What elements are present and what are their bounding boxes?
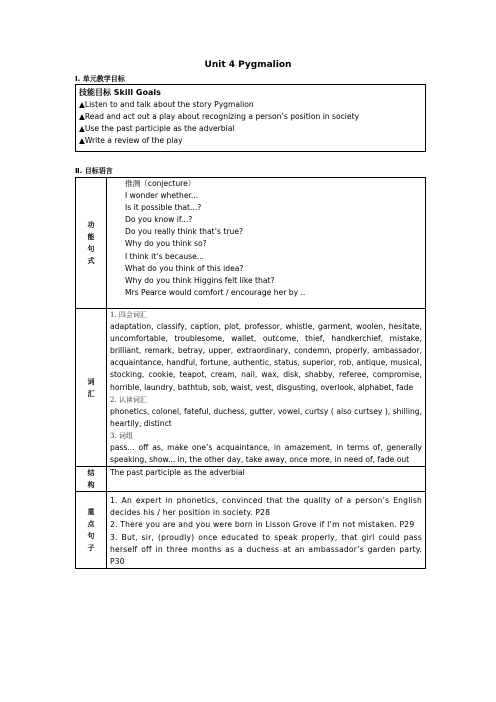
vocab-heading-1: 1. 四会词汇: [110, 311, 147, 319]
goal-item: ▲Read and act out a play about recognizing a person’s position in society: [79, 112, 360, 121]
functions-content: [107, 178, 426, 309]
function-line: Why do you think so?: [125, 239, 207, 249]
page-title: Unit 4 Pygmalion: [204, 60, 292, 70]
label-functions: 功 能 句 式: [76, 178, 107, 309]
row-structure: [76, 467, 426, 492]
function-line: 推测（conjecture）: [125, 179, 196, 188]
label-vocabulary: 词 汇: [76, 309, 107, 467]
goal-item: ▲Write a review of the play: [79, 136, 183, 145]
key-sentence: 1. An expert in phonetics, convinced that the quality of a person’s English decides his / her position in society. P28: [110, 496, 422, 518]
section-heading-goals: Ⅰ. 单元教学目标: [75, 75, 125, 83]
row-key-sentences: [76, 492, 426, 569]
section-heading-language: Ⅱ. 目标语言: [75, 167, 113, 175]
vocabulary-content: [107, 309, 426, 467]
vocab-list-1: adaptation, classify, caption, plot, professor, whistle, garment, woolen, hesitate, uncomfortable, troublesome, wallet, outcome, thief, handkerchief, mistake, brilliant, remark, betray, upper, extraordinary, condemn, properly, ambassador, acquaintance, handful, fortune, authentic, status, superior, rob, antique, musical, stocking, cookie, teapot, cream, nail, wax, disk, shabby, referee, compromise, horrible, laundry, bathtub, sob, waist, vest, disgusting, overlook, alphabet, fade: [110, 322, 422, 392]
function-line: Is it possible that...?: [125, 203, 202, 213]
structure-content: [107, 467, 426, 492]
structure-text: The past participle as the adverbial: [110, 468, 245, 478]
vocab-heading-2: 2. 认读词汇: [110, 395, 147, 404]
function-line: Do you really think that’s true?: [125, 227, 244, 237]
function-line: Do you know if...?: [125, 215, 193, 225]
key-sentences-content: [107, 492, 426, 569]
target-language-table: [75, 177, 426, 569]
label-structure: 结 构: [76, 467, 107, 492]
row-vocabulary: [76, 309, 426, 467]
function-line: Why do you think Higgins felt like that?: [125, 275, 275, 285]
key-sentence: 3. But, sir, (proudly) once educated to speak properly, that girl could pass herself off in three months as a duchess at an ambassador’s garden party. P30: [110, 532, 422, 566]
function-line: I wonder whether...: [125, 191, 199, 201]
goal-item: ▲Use the past participle as the adverbial: [79, 124, 235, 133]
function-line: What do you think of this idea?: [125, 263, 244, 273]
vocab-heading-3: 3. 词组: [110, 431, 133, 440]
function-line: Mrs Pearce would comfort / encourage her by ..: [125, 287, 306, 297]
vocab-list-2: phonetics, colonel, fateful, duchess, gutter, vowel, curtsy ( also curtsey ), shilling, heartily, distinct: [110, 406, 422, 428]
goal-item: ▲Listen to and talk about the story Pygmalion: [79, 100, 254, 109]
skill-goals-box: [75, 84, 426, 152]
row-functions: [76, 178, 426, 309]
skill-goals-title: 技能目标 Skill Goals: [79, 88, 161, 97]
vocab-list-3: pass... off as, make one’s acquaintance, in amazement, in terms of, generally speaking, show... in, the other day, take away, once more, in need of, fade out: [110, 443, 422, 465]
label-key-sentences: 重 点 句 子: [76, 492, 107, 569]
function-line: I think it’s because...: [125, 251, 205, 261]
key-sentence: 2. There you are and you were born in Lisson Grove if I’m not mistaken. P29: [110, 520, 415, 530]
